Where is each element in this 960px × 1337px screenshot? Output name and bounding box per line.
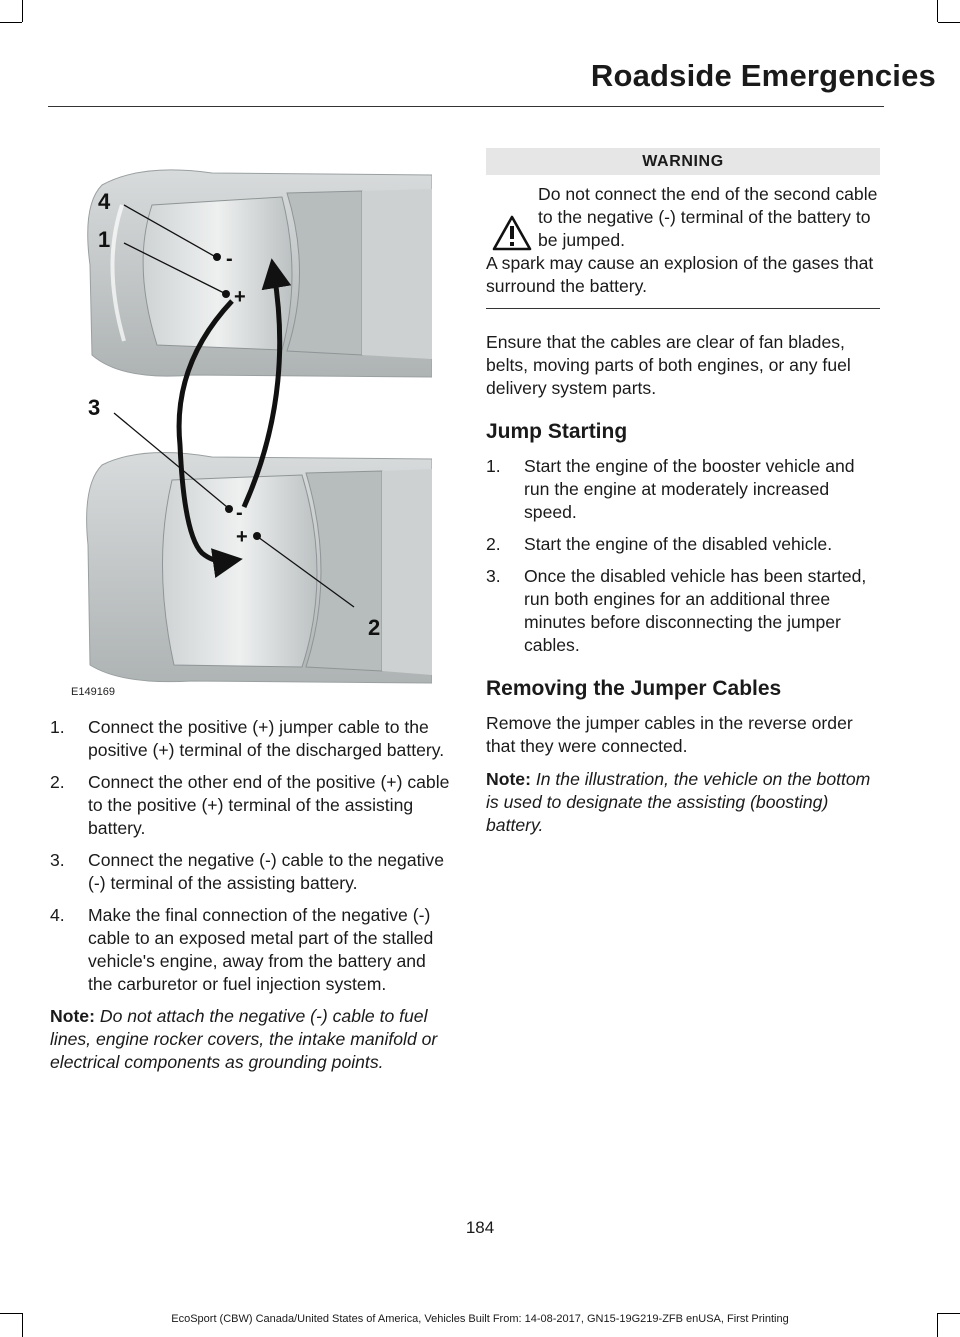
- list-item: [50, 771, 450, 840]
- list-item: [50, 716, 450, 762]
- step-number: 4.: [50, 905, 65, 925]
- jump-starting-steps: [486, 455, 880, 657]
- vehicles-diagram: [62, 145, 432, 701]
- terminal-sign-bottom-negative: -: [236, 502, 243, 524]
- warning-text-continued: A spark may cause an explosion of the gases that surround the battery.: [486, 253, 874, 296]
- note-label: Note:: [50, 1006, 95, 1026]
- bottom-vehicle: [87, 453, 432, 684]
- warning-divider: [486, 308, 880, 309]
- top-vehicle: [88, 170, 432, 377]
- terminal-sign-top-negative: -: [226, 248, 233, 270]
- list-item: [50, 849, 450, 895]
- jump-start-illustration: [62, 145, 432, 701]
- connection-steps: [50, 716, 450, 996]
- warning-title: WARNING: [486, 148, 880, 175]
- note-illustration: [486, 768, 880, 837]
- note-text: In the illustration, the vehicle on the bottom is used to designate the assisting (boosting) battery.: [486, 769, 871, 835]
- section-heading-removing-cables: Removing the Jumper Cables: [486, 677, 782, 700]
- step-number: 2.: [486, 534, 501, 554]
- figure-code: E149169: [71, 686, 116, 698]
- list-item: [486, 533, 880, 556]
- warning-triangle-icon: [492, 215, 532, 251]
- step-text: Start the engine of the disabled vehicle.: [524, 534, 833, 554]
- step-text: Make the final connection of the negative (-) cable to an exposed metal part of the stalled vehicle's engine, away from the battery and the carburetor or fuel injection system.: [88, 905, 434, 994]
- terminal-sign-bottom-positive: +: [236, 526, 248, 548]
- step-text: Connect the positive (+) jumper cable to the positive (+) terminal of the discharged battery.: [88, 717, 445, 760]
- terminal-sign-top-positive: +: [234, 286, 246, 308]
- crop-mark: [938, 22, 960, 23]
- step-number: 1.: [50, 717, 65, 737]
- crop-mark: [937, 0, 938, 22]
- note-label: Note:: [486, 769, 531, 789]
- step-text: Connect the negative (-) cable to the negative (-) terminal of the assisting battery.: [88, 850, 445, 893]
- step-text: Once the disabled vehicle has been started, run both engines for an additional three minutes before disconnecting the jumper cables.: [524, 566, 867, 655]
- callout-number: 2: [368, 615, 381, 640]
- list-item: [50, 904, 450, 996]
- warning-text: Do not connect the end of the second cable to the negative (-) terminal of the battery to be jumped.: [538, 184, 878, 250]
- step-number: 3.: [50, 850, 65, 870]
- right-column: [486, 148, 880, 837]
- footer-text: EcoSport (CBW) Canada/United States of America, Vehicles Built From: 14-08-2017, GN15-19G219-ZFB enUSA, First Printing: [171, 1313, 789, 1325]
- step-number: 2.: [50, 772, 65, 792]
- crop-mark: [0, 22, 22, 23]
- cable-clearance-paragraph: Ensure that the cables are clear of fan blades, belts, moving parts of both engines, or any fuel delivery system parts.: [486, 332, 851, 398]
- step-text: Start the engine of the booster vehicle and run the engine at moderately increased speed.: [524, 456, 855, 522]
- list-item: [486, 565, 880, 657]
- section-heading-jump-starting: Jump Starting: [486, 420, 628, 443]
- callout-number: 4: [98, 189, 111, 214]
- page-title: Roadside Emergencies: [590, 58, 936, 93]
- list-item: [486, 455, 880, 524]
- callout-number: 1: [98, 227, 111, 252]
- note-grounding: [50, 1005, 450, 1074]
- step-number: 3.: [486, 566, 501, 586]
- header-divider: [48, 106, 884, 107]
- step-number: 1.: [486, 456, 501, 476]
- left-column: [50, 716, 450, 1074]
- note-text: Do not attach the negative (-) cable to fuel lines, engine rocker covers, the intake manifold or electrical components as grounding points.: [50, 1006, 438, 1072]
- page-number: 184: [465, 1218, 495, 1237]
- removing-paragraph: Remove the jumper cables in the reverse order that they were connected.: [486, 713, 853, 756]
- crop-mark: [22, 0, 23, 22]
- step-text: Connect the other end of the positive (+) cable to the positive (+) terminal of the assisting battery.: [88, 772, 450, 838]
- warning-box: [486, 175, 880, 309]
- callout-number: 3: [88, 395, 101, 420]
